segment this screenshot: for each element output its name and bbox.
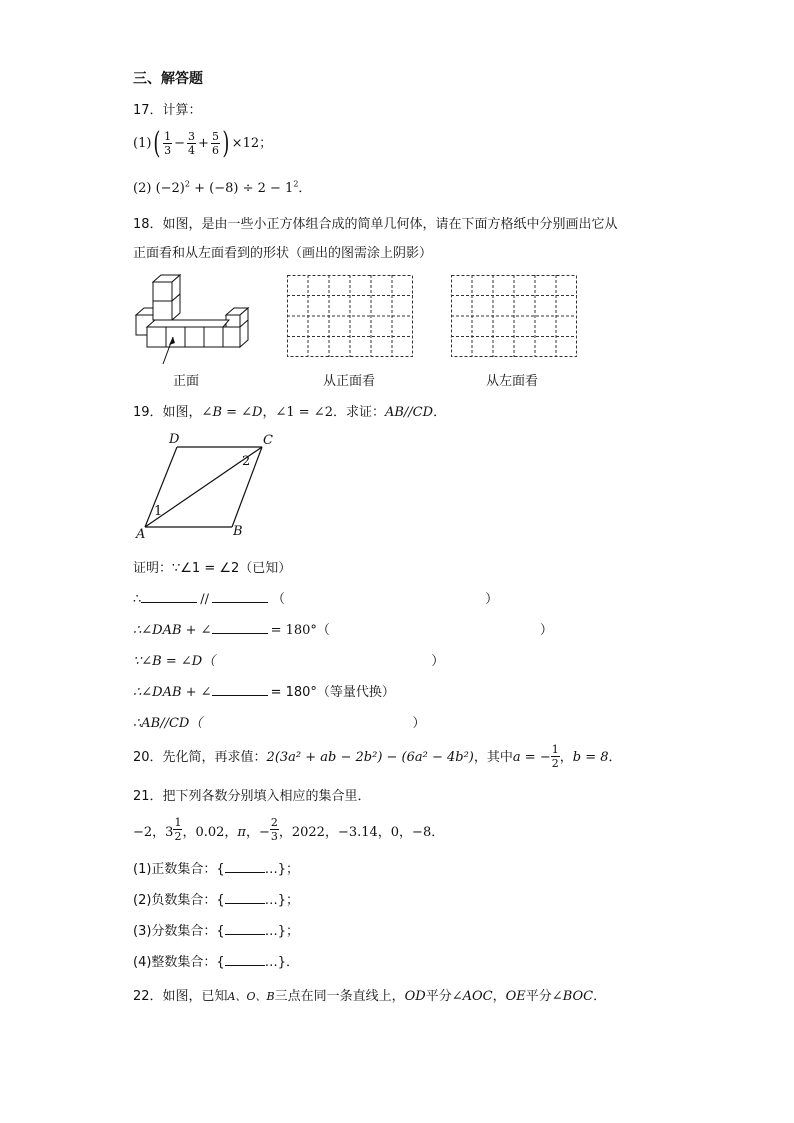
set-blank-negative[interactable] bbox=[225, 889, 265, 904]
q17-part2: (2) $(-2)^2 + (-8) \div 2 - 1^2$． bbox=[133, 179, 312, 196]
q17-frac-2: $\frac{3}{4}$ bbox=[188, 130, 196, 157]
q17-stem: 17．计算： bbox=[133, 103, 202, 118]
q21-set-1: (1)正数集合：{ …}； bbox=[133, 858, 299, 877]
label-angle-1: 1 bbox=[154, 504, 163, 519]
q21-stem: 21．把下列各数分别填入相应的集合里． bbox=[133, 789, 371, 804]
grid-paper-front-view[interactable] bbox=[287, 275, 413, 357]
q18-line2: 正面看和从左面看到的形状（画出的图需涂上阴影） bbox=[133, 246, 433, 261]
parallelogram-figure bbox=[130, 430, 280, 542]
set-blank-fraction[interactable] bbox=[225, 920, 265, 935]
q17-p1-label: (1) bbox=[133, 136, 152, 151]
section-title: 三、解答题 bbox=[133, 71, 203, 87]
proof-blank-2[interactable] bbox=[212, 588, 268, 603]
proof-reason-1[interactable] bbox=[285, 589, 485, 603]
q17-paren-left: ( bbox=[153, 126, 161, 161]
proof-blank-3[interactable] bbox=[212, 619, 268, 634]
q21-set-2: (2)负数集合：{ …}； bbox=[133, 889, 299, 908]
label-A: A bbox=[136, 527, 146, 542]
set-blank-positive[interactable] bbox=[225, 858, 265, 873]
grid-paper-left-view[interactable] bbox=[451, 275, 577, 357]
proof-line-2: ∴ // （ ） bbox=[133, 588, 498, 607]
q19-stem: 19．如图，∠B = ∠D，∠1 = ∠2．求证：AB//CD． bbox=[133, 405, 447, 420]
proof-blank-1[interactable] bbox=[141, 588, 197, 603]
proof-reason-2[interactable] bbox=[330, 620, 540, 634]
q17-paren-right: ) bbox=[222, 126, 230, 161]
proof-line-1: 证明：∵∠1 = ∠2（已知） bbox=[133, 561, 292, 576]
proof-line-6: ∴AB//CD（ ） bbox=[133, 712, 425, 731]
proof-reason-4[interactable] bbox=[202, 713, 412, 727]
cube-solid-figure bbox=[130, 275, 250, 370]
proof-reason-3[interactable] bbox=[215, 651, 431, 665]
q17-frac-1: $\frac{1}{3}$ bbox=[164, 130, 172, 157]
label-B: B bbox=[233, 524, 243, 539]
proof-blank-4[interactable] bbox=[212, 681, 268, 696]
q17-p1-tail: ×12； bbox=[231, 136, 273, 151]
proof-line-5: ∴∠DAB + ∠ = 180°（等量代换） bbox=[133, 681, 395, 700]
q17-part1 bbox=[133, 126, 272, 161]
label-D: D bbox=[169, 432, 180, 447]
q18-line1: 18．如图，是由一些小正方体组合成的简单几何体，请在下面方格纸中分别画出它从 bbox=[133, 217, 618, 232]
q21-set-4: (4)整数集合：{ …}． bbox=[133, 951, 299, 970]
label-angle-2: 2 bbox=[242, 454, 251, 469]
q20: 20．先化简，再求值：2(3a² + ab − 2b²) − (6a² − 4b²)，其中a = − $\frac{1}{2}$ ，b = 8． bbox=[133, 743, 622, 770]
q17-frac-3: $\frac{5}{6}$ bbox=[211, 130, 219, 157]
caption-grid-left: 从左面看 bbox=[486, 374, 539, 389]
q21-numbers: −2，3 $\frac{1}{2}$ ，0.02，π，− $\frac{2}{3}$ ，2022，−3.14，0，−8． bbox=[133, 816, 445, 843]
q17-minus: − bbox=[174, 136, 186, 151]
q21-set-3: (3)分数集合：{ …}； bbox=[133, 920, 299, 939]
set-blank-integer[interactable] bbox=[225, 951, 265, 966]
proof-line-4: ∵∠B = ∠D（ ） bbox=[133, 650, 444, 669]
caption-front: 正面 bbox=[173, 374, 200, 389]
proof-line-3: ∴∠DAB + ∠ = 180°（ ） bbox=[133, 619, 553, 638]
label-C: C bbox=[263, 433, 273, 448]
q17-plus: + bbox=[198, 136, 209, 151]
caption-grid-front: 从正面看 bbox=[323, 374, 376, 389]
q22: 22．如图，已知A、O、B三点在同一条直线上，OD平分∠AOC，OE平分∠BOC． bbox=[133, 989, 607, 1004]
